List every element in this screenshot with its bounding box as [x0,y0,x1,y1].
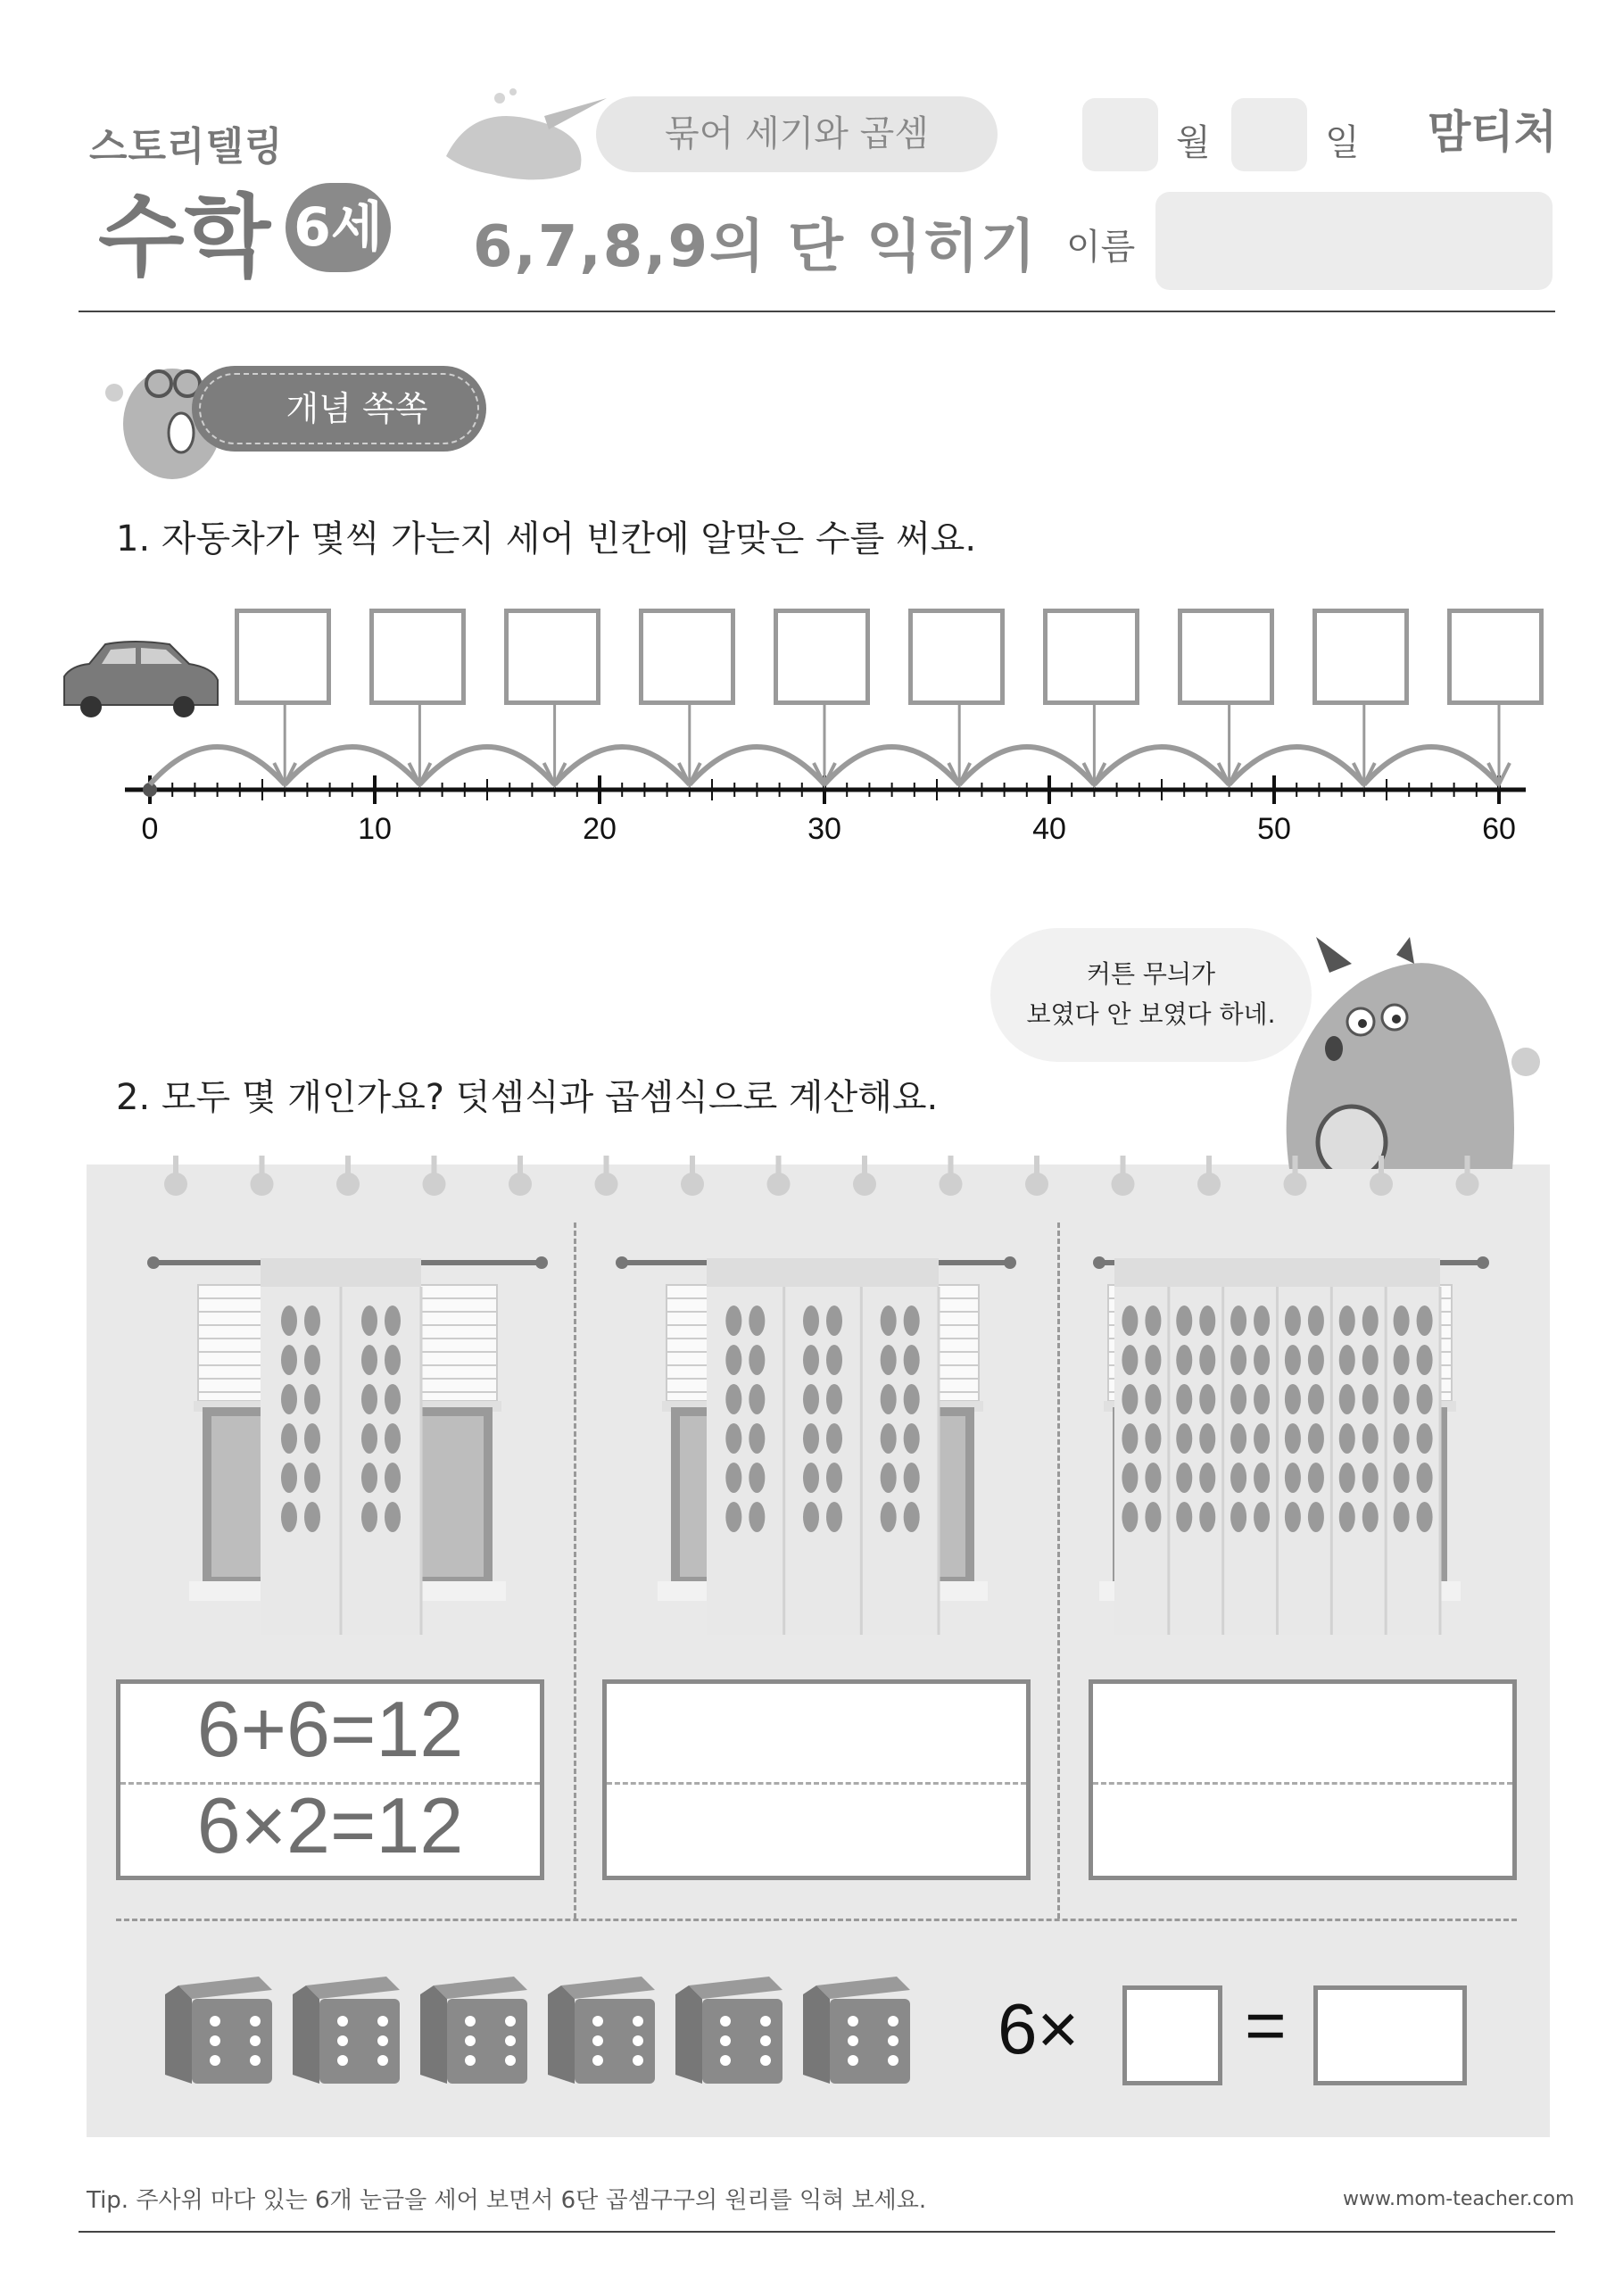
multiplier-input[interactable] [1122,1985,1222,2085]
curtain-dot [304,1463,320,1493]
curtain-dot [1122,1463,1138,1493]
jump-arc [824,747,959,784]
curtain-dot [1145,1345,1161,1375]
ring [1112,1173,1135,1196]
die-icon [420,1977,527,2084]
header-divider [79,311,1555,312]
tick-label: 20 [583,812,617,846]
curtain-dot [749,1345,765,1375]
curtain-dot [1199,1502,1215,1532]
dice-row [161,1972,919,2097]
curtain-dot [1254,1384,1270,1414]
ring-hanger [862,1156,867,1175]
curtain-dot [826,1305,842,1336]
month-label: 월 [1176,122,1211,163]
curtain-dot [904,1423,920,1454]
jump-arc [1364,747,1499,784]
curtain-dot [826,1463,842,1493]
curtain-dot [1308,1305,1324,1336]
curtain-dot [1417,1305,1433,1336]
ring [940,1173,963,1196]
ring [336,1173,360,1196]
day-label: 일 [1325,122,1360,163]
curtain-dot [1339,1345,1355,1375]
curtain-dot [1362,1384,1379,1414]
curtain-dot [904,1305,920,1336]
curtain-dot [281,1305,297,1336]
curtain-dot [1339,1423,1355,1454]
curtain-dot [1362,1502,1379,1532]
curtain-dot [1199,1345,1215,1375]
ring [1197,1173,1221,1196]
equation-box-1 [116,1679,544,1880]
curtain-windows [87,1231,1550,1642]
ring [1284,1173,1307,1196]
curtain-dot [1339,1463,1355,1493]
ring [1370,1173,1393,1196]
curtain-dot [1122,1345,1138,1375]
ring [1456,1173,1479,1196]
jump-arc [285,747,419,784]
narwhal-illustration [437,85,616,192]
curtain-dot [1339,1384,1355,1414]
curtain-dot [749,1502,765,1532]
series-title: 수학 [98,185,271,289]
curtain-dot [881,1384,897,1414]
curtain-dot [304,1345,320,1375]
curtain-dot [1394,1384,1410,1414]
curtain-dot [1122,1305,1138,1336]
curtain-dot [1122,1384,1138,1414]
tick-label: 60 [1482,812,1516,846]
ring [681,1173,704,1196]
tick-label: 0 [141,812,159,846]
curtain-dot [1176,1305,1192,1336]
jump-arc [150,747,285,784]
curtain-dot [881,1463,897,1493]
curtain-dot [1199,1305,1215,1336]
curtain-dot [304,1502,320,1532]
ring-hanger [1206,1156,1212,1175]
speech-line-2: 보였다 안 보였다 하네. [1026,999,1276,1029]
curtain-dot [1285,1305,1301,1336]
curtain-dot [385,1384,401,1414]
curtain-dot [826,1423,842,1454]
curtain-dot [1199,1463,1215,1493]
ring [251,1173,274,1196]
curtain-dot [1254,1305,1270,1336]
curtain-dot [281,1384,297,1414]
curtain-dot [1230,1384,1246,1414]
curtain-dot [361,1305,377,1336]
curtain-dot [1230,1345,1246,1375]
equation-box-2 [602,1679,1031,1880]
curtain-dot [1145,1423,1161,1454]
curtain-dot [1176,1463,1192,1493]
series-subtitle: 스토리텔링 [89,124,284,170]
tip-text: Tip. 주사위 마다 있는 6개 눈금을 세어 보면서 6단 곱셈구구의 원리를 익혀 보세요. [87,2187,927,2214]
monster-illustration [1263,937,1557,1169]
ring-hanger [518,1156,523,1175]
curtain-dot [1339,1305,1355,1336]
curtain-dot [1254,1502,1270,1532]
curtain-dot [904,1384,920,1414]
curtain-dot [749,1423,765,1454]
curtain-dot [1417,1423,1433,1454]
curtain-dot [385,1345,401,1375]
curtain-dot [803,1384,819,1414]
curtain-dot [881,1502,897,1532]
curtain-dot [304,1423,320,1454]
ring [423,1173,446,1196]
multiplication-input-3[interactable] [1093,1784,1512,1880]
age-badge: 6세 [286,183,391,272]
curtain-dot [1176,1345,1192,1375]
curtain-dot [904,1463,920,1493]
tick-label: 50 [1257,812,1291,846]
curtain-dot [725,1345,741,1375]
curtain-dot [1145,1502,1161,1532]
question-2-text: 2. 모두 몇 개인가요? 덧셈식과 곱셈식으로 계산해요. [116,1077,939,1118]
curtain-dot [1394,1502,1410,1532]
curtain-dot [1362,1423,1379,1454]
notebook-rings [87,1156,1550,1209]
multiplication-input-2[interactable] [607,1784,1026,1880]
start-dot [143,783,157,797]
curtain-dot [725,1502,741,1532]
curtain-dot [826,1502,842,1532]
curtain-dot [361,1423,377,1454]
ring [767,1173,791,1196]
curtain-dot [725,1305,741,1336]
curtain-dot [881,1423,897,1454]
curtain-dot [1417,1345,1433,1375]
curtain-dot [1417,1502,1433,1532]
curtain-dot [803,1305,819,1336]
curtain-dot [1285,1463,1301,1493]
addition-input-2[interactable] [607,1684,1026,1780]
ring-hanger [432,1156,437,1175]
curtain-dot [725,1423,741,1454]
curtain [707,1287,939,1635]
die-icon [548,1977,655,2084]
curtain-dot [725,1463,741,1493]
ring [1025,1173,1048,1196]
die-icon [293,1977,400,2084]
curtain-dot [1394,1305,1410,1336]
ring-hanger [345,1156,351,1175]
curtain-dot [1145,1305,1161,1336]
curtain-dot [1254,1463,1270,1493]
curtain-dot [1308,1423,1324,1454]
month-input[interactable] [1082,98,1158,171]
curtain-dot [1254,1423,1270,1454]
speech-line-1: 커튼 무늬가 [1086,959,1216,989]
tick-label: 30 [807,812,841,846]
curtain-dot [1176,1384,1192,1414]
curtain-dot [1230,1305,1246,1336]
product-input[interactable] [1313,1985,1467,2085]
curtain-dot [1362,1305,1379,1336]
example-addition: 6+6=12 [196,1685,464,1773]
name-label: 이름 [1066,227,1136,268]
curtain-dot [361,1345,377,1375]
bottom-equation-prefix: 6× [998,1989,1080,2068]
curtain-dot [803,1502,819,1532]
curtain-dot [281,1463,297,1493]
brand-logo: 맘티처 [1428,106,1557,158]
curtain-dot [361,1502,377,1532]
ring-hanger [1293,1156,1298,1175]
curtain-dot [1122,1502,1138,1532]
curtain-dot [803,1423,819,1454]
curtain-dot [826,1345,842,1375]
ring [595,1173,618,1196]
name-input[interactable] [1155,192,1553,290]
ring-hanger [690,1156,695,1175]
curtain-dot [1285,1384,1301,1414]
curtain-dot [1308,1502,1324,1532]
curtain-dot [881,1345,897,1375]
curtain-dot [1362,1345,1379,1375]
ring-hanger [1379,1156,1384,1175]
curtain-dot [1199,1423,1215,1454]
ring-hanger [1034,1156,1039,1175]
curtain-dot [803,1345,819,1375]
footer-divider [79,2231,1555,2233]
curtain-dot [1199,1384,1215,1414]
curtain-dot [725,1384,741,1414]
day-input[interactable] [1231,98,1307,171]
panel-divider-horizontal [116,1919,1517,1921]
tick-label: 40 [1032,812,1066,846]
equation-box-3 [1089,1679,1517,1880]
jump-arc [1230,747,1364,784]
curtain-dot [749,1384,765,1414]
ring-hanger [948,1156,954,1175]
curtain-dot [904,1502,920,1532]
die-icon [165,1977,272,2084]
curtain-dot [385,1502,401,1532]
curtain-dot [281,1502,297,1532]
curtain-dot [361,1384,377,1414]
curtain-dot [1285,1502,1301,1532]
curtain-dot [281,1423,297,1454]
concept-pill [192,366,486,452]
addition-input-3[interactable] [1093,1684,1512,1780]
concept-label: 개념 쏙쏙 [199,373,479,444]
worksheet-title: 6,7,8,9의 단 익히기 [473,214,1038,280]
curtain-dot [385,1423,401,1454]
die-icon [803,1977,910,2084]
curtain-dot [1176,1423,1192,1454]
example-multiplication: 6×2=12 [196,1781,464,1869]
curtain-dot [1285,1423,1301,1454]
ring-hanger [260,1156,265,1175]
curtain-dot [1145,1463,1161,1493]
jump-arc [555,747,690,784]
curtain-dot [1394,1423,1410,1454]
curtain-dot [281,1345,297,1375]
curtain-dot [1230,1423,1246,1454]
curtain-dot [1254,1345,1270,1375]
curtain-dot [749,1463,765,1493]
ring [164,1173,187,1196]
curtain-dot [1122,1423,1138,1454]
curtain-dot [904,1345,920,1375]
ring-hanger [1465,1156,1470,1175]
curtain-dot [1362,1463,1379,1493]
ring-hanger [1121,1156,1126,1175]
curtain-dot [1394,1345,1410,1375]
curtain-dot [1394,1463,1410,1493]
jump-arc [690,747,824,784]
curtain-dot [1308,1384,1324,1414]
jump-arc [959,747,1094,784]
curtain-dot [1145,1384,1161,1414]
tick-label: 10 [358,812,392,846]
jump-arc [419,747,554,784]
ring-hanger [604,1156,609,1175]
question-1-text: 1. 자동차가 몇씩 가는지 세어 빈칸에 알맞은 수를 써요. [116,518,977,559]
curtain-dot [803,1463,819,1493]
ring-hanger [776,1156,782,1175]
die-icon [675,1977,783,2084]
curtain-dot [304,1305,320,1336]
curtain-dot [1176,1502,1192,1532]
curtain-dot [361,1463,377,1493]
curtain-dot [1308,1345,1324,1375]
curtain-dot [304,1384,320,1414]
curtain-dot [749,1305,765,1336]
curtain-dot [385,1463,401,1493]
curtain-dot [1417,1463,1433,1493]
ring [853,1173,876,1196]
car-icon [64,642,218,717]
curtain-dot [1308,1463,1324,1493]
number-line [0,571,1623,874]
curtain-dot [881,1305,897,1336]
curtain-dot [1339,1502,1355,1532]
equals-sign: = [1245,1985,1287,2065]
website-url: www.mom-teacher.com [1343,2188,1575,2210]
curtain-dot [1285,1345,1301,1375]
ring [509,1173,532,1196]
curtain-dot [1230,1502,1246,1532]
curtain-dot [1417,1384,1433,1414]
topic-pill: 묶어 세기와 곱셈 [596,96,998,172]
curtain-dot [826,1384,842,1414]
curtain-dot [1230,1463,1246,1493]
ring-hanger [173,1156,178,1175]
curtain-dot [385,1305,401,1336]
jump-arc [1094,747,1229,784]
